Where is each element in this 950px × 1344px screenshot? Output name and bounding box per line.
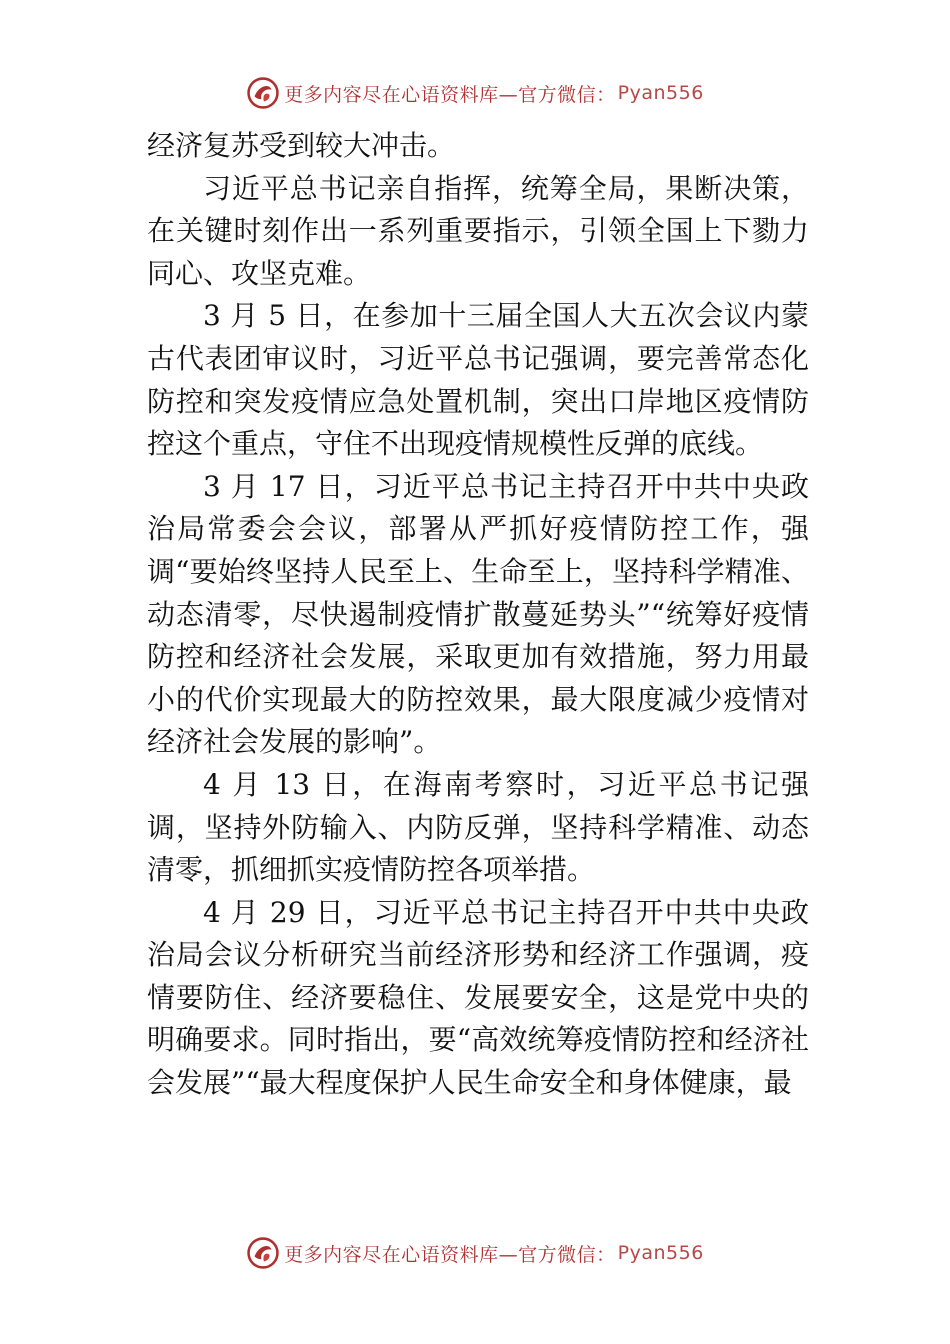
paragraph: 3 月 17 日，习近平总书记主持召开中共中央政治局常委会会议，部署从严抓好疫情防控工作，强调“要始终坚持人民至上、生命至上，坚持科学精准、动态清零，尽快遏制疫情扩散蔓延势头”“统筹好疫情防控和经济社会发展，采取更加有效措施，努力用最小的代价实现最大的防控效果，最大限度减少疫情对经济社会发展的影响”。 <box>147 469 809 759</box>
document-body <box>147 125 809 1105</box>
paragraph: 习近平总书记亲自指挥，统筹全局，果断决策，在关键时刻作出一系列重要指示，引领全国上下勠力同心、攻坚克难。 <box>147 171 809 290</box>
watermark-wechat-id: Pyan556 <box>617 82 704 104</box>
paragraph-continuation: 经济复苏受到较大冲击。 <box>147 129 456 162</box>
footer-watermark <box>0 1233 950 1273</box>
watermark-text: 更多内容尽在心语资料库—官方微信： <box>284 83 616 106</box>
paragraph: 3 月 5 日，在参加十三届全国人大五次会议内蒙古代表团审议时，习近平总书记强调，要完善常态化防控和突发疫情应急处置机制，突出口岸地区疫情防控这个重点，守住不出现疫情规模性反弹的底线。 <box>147 299 809 461</box>
header-watermark <box>0 73 950 113</box>
watermark-text: 更多内容尽在心语资料库—官方微信： <box>284 1243 616 1266</box>
hand-heart-logo-icon <box>246 76 280 110</box>
hand-heart-logo-icon <box>246 1236 280 1270</box>
paragraph: 4 月 29 日，习近平总书记主持召开中共中央政治局会议分析研究当前经济形势和经济工作强调，疫情要防住、经济要稳住、发展要安全，这是党中央的明确要求。同时指出，要“高效统筹疫情防控和经济社会发展”“最大程度保护人民生命安全和身体健康，最 <box>147 895 809 1100</box>
watermark-wechat-id: Pyan556 <box>617 1242 704 1264</box>
paragraph: 4 月 13 日，在海南考察时，习近平总书记强调，坚持外防输入、内防反弹，坚持科学精准、动态清零，抓细抓实疫情防控各项举措。 <box>147 767 809 887</box>
